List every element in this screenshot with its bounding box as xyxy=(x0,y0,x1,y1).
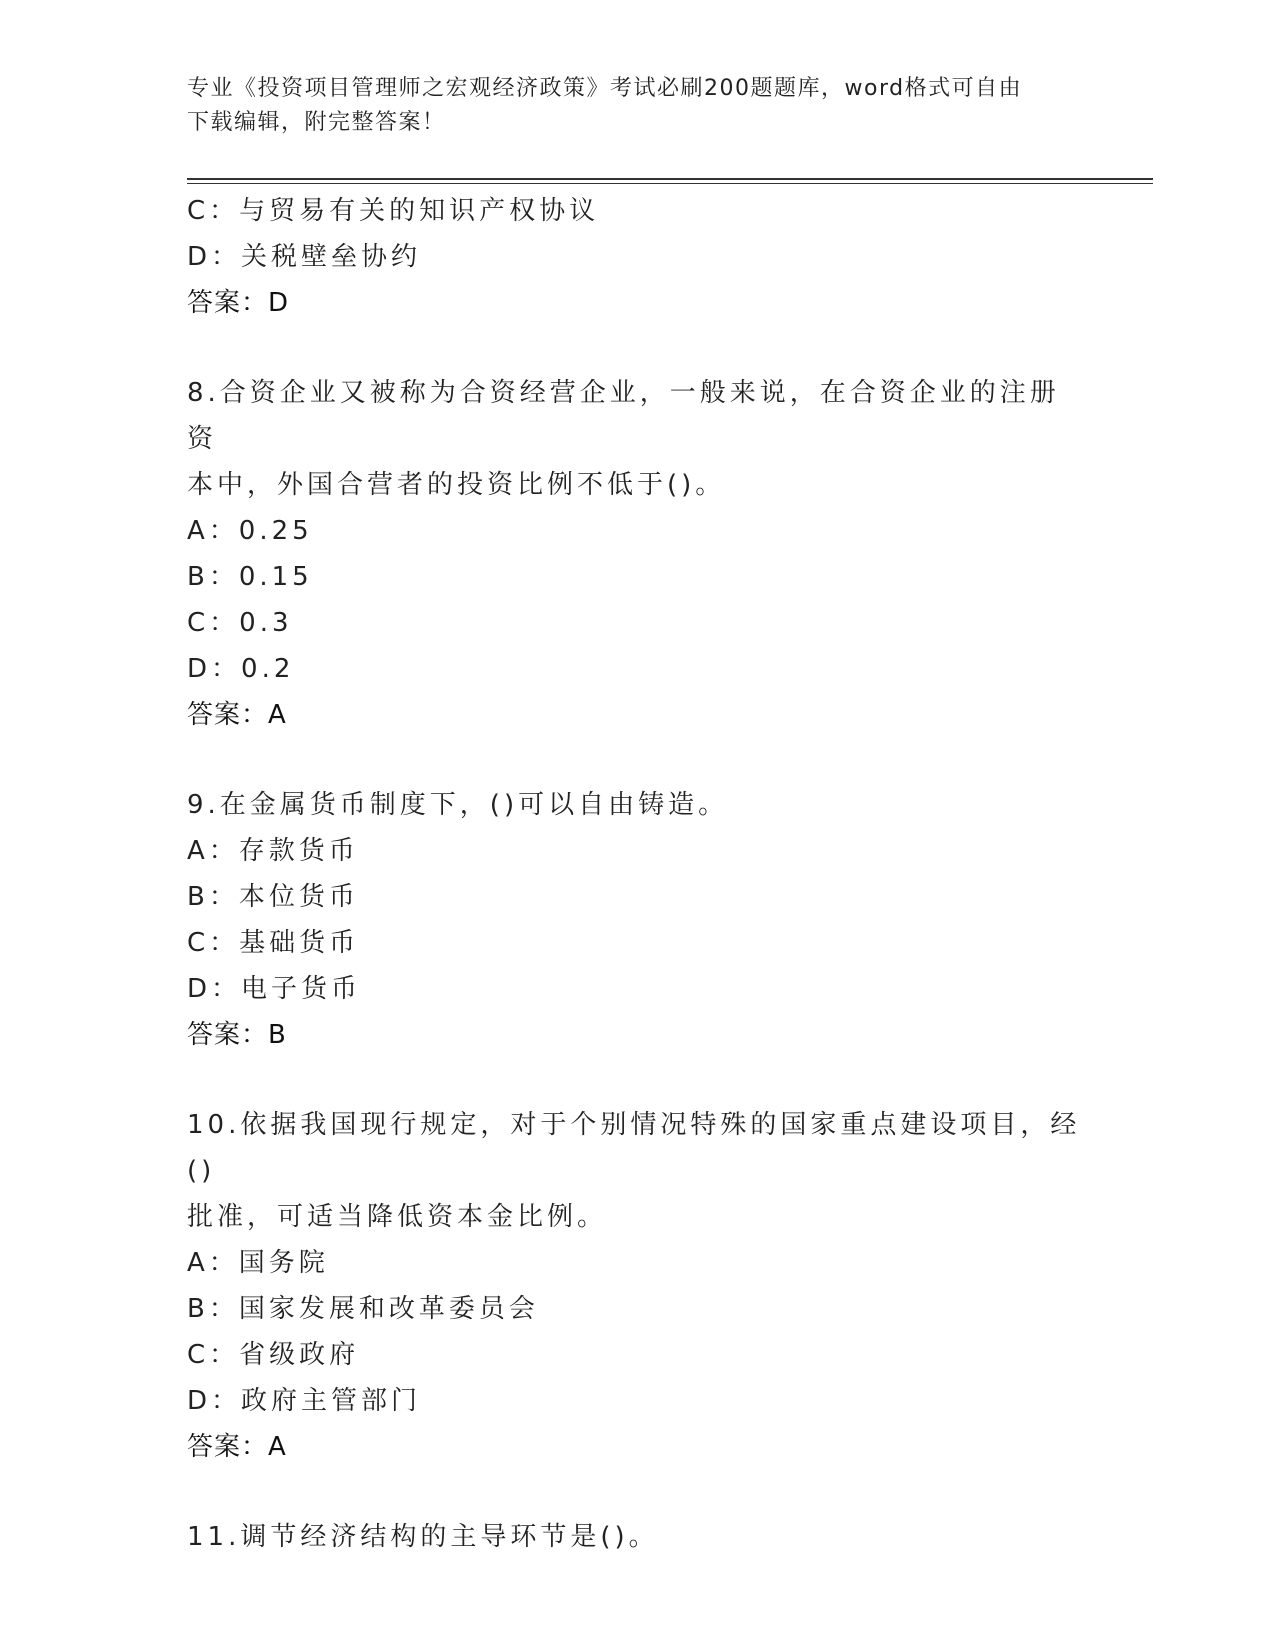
header-divider-thick xyxy=(187,178,1153,180)
question-stem-line: 批准，可适当降低资本金比例。 xyxy=(187,1202,608,1232)
option-a: A：国务院 xyxy=(187,1248,329,1278)
answer-line: 答案：A xyxy=(187,1432,287,1462)
document-header xyxy=(187,72,1067,140)
option-b: B：国家发展和改革委员会 xyxy=(187,1294,539,1324)
question-block-7 xyxy=(187,188,1087,326)
header-line-1: 专业《投资项目管理师之宏观经济政策》考试必刷200题题库，word格式可自由 xyxy=(187,76,1023,101)
question-stem-line: 10.依据我国现行规定，对于个别情况特殊的国家重点建设项目，经() xyxy=(187,1110,1081,1186)
question-stem-line: 8.合资企业又被称为合资经营企业，一般来说，在合资企业的注册资 xyxy=(187,378,1060,454)
header-line-2: 下载编辑，附完整答案！ xyxy=(187,110,446,135)
option-a: A：0.25 xyxy=(187,516,313,546)
answer-line: 答案：B xyxy=(187,1020,287,1050)
answer-line: 答案：A xyxy=(187,700,287,730)
question-block-8 xyxy=(187,370,1087,738)
option-d: D：电子货币 xyxy=(187,974,362,1004)
option-d: D：关税壁垒协约 xyxy=(187,242,422,272)
option-c: C：省级政府 xyxy=(187,1340,360,1370)
question-block-9 xyxy=(187,782,1087,1058)
option-c: C：与贸易有关的知识产权协议 xyxy=(187,196,600,226)
option-d: D：0.2 xyxy=(187,654,295,684)
question-block-11 xyxy=(187,1514,1087,1560)
question-stem-line: 11.调节经济结构的主导环节是()。 xyxy=(187,1522,659,1552)
option-c: C：基础货币 xyxy=(187,928,360,958)
question-block-10 xyxy=(187,1102,1087,1470)
option-b: B：本位货币 xyxy=(187,882,359,912)
header-divider-thin xyxy=(187,183,1153,184)
question-list xyxy=(187,188,1087,1560)
option-a: A：存款货币 xyxy=(187,836,359,866)
question-stem-line: 9.在金属货币制度下，()可以自由铸造。 xyxy=(187,790,729,820)
option-b: B：0.15 xyxy=(187,562,313,592)
option-d: D：政府主管部门 xyxy=(187,1386,422,1416)
question-stem-line: 本中，外国合营者的投资比例不低于()。 xyxy=(187,470,726,500)
option-c: C：0.3 xyxy=(187,608,293,638)
answer-line: 答案：D xyxy=(187,288,290,318)
